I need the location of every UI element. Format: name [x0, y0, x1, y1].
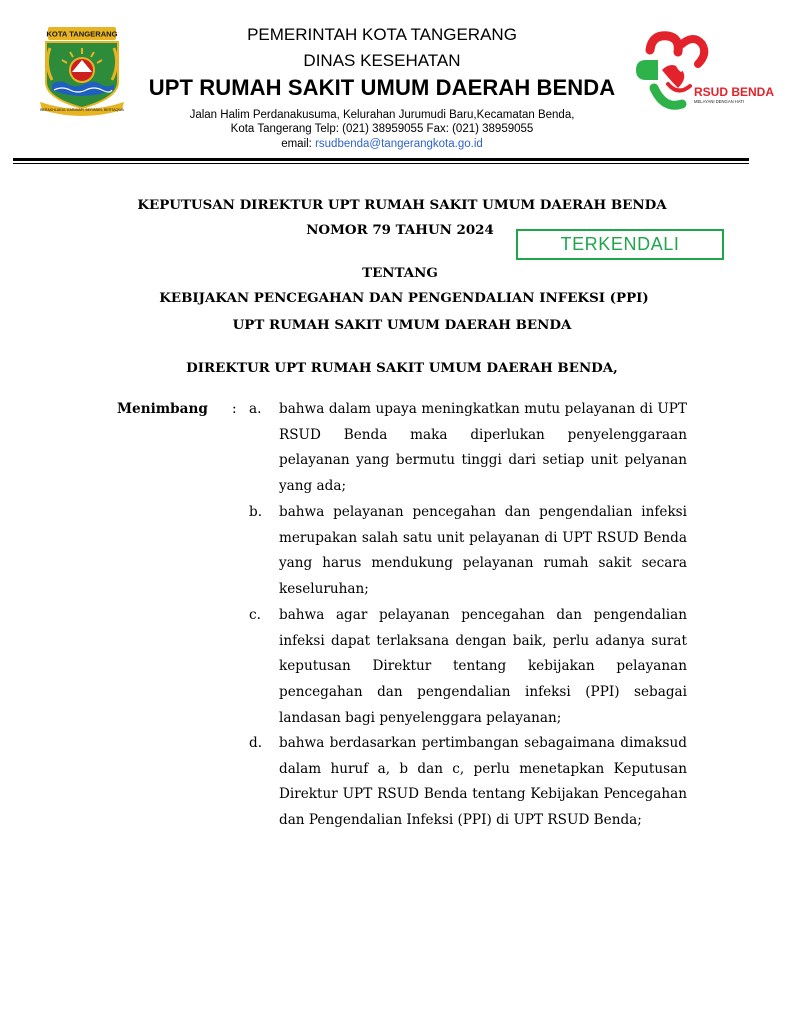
consideration-letter: b.	[249, 504, 263, 520]
director-heading: DIREKTUR UPT RUMAH SAKIT UMUM DAERAH BENDA,	[186, 360, 618, 376]
consideration-text: bahwa berdasarkan pertimbangan sebagaimana dimaksud dalam huruf a, b dan c, perlu menetapkan Keputusan Direktur UPT RSUD Benda tentang Kebijakan Pencegahan dan Pengendalian Infeksi (PPI) di UPT RSUD Benda;	[279, 735, 687, 829]
consideration-letter: a.	[249, 401, 262, 417]
decree-about: TENTANG	[362, 265, 438, 281]
letterhead-divider-thin	[13, 163, 749, 164]
emblem-ribbon-text: BERAKHLAKUL KARIMAH, BERIMAN, BERTAQWA	[40, 108, 124, 112]
letterhead-divider-thick	[13, 158, 749, 161]
decree-number: NOMOR 79 TAHUN 2024	[306, 222, 494, 238]
decree-subject-line-2: UPT RUMAH SAKIT UMUM DAERAH BENDA	[232, 317, 572, 333]
controlled-stamp: TERKENDALI	[516, 229, 724, 260]
decree-subject-line-1: KEBIJAKAN PENCEGAHAN DAN PENGENDALIAN INFEKSI (PPI)	[159, 290, 649, 306]
email-link[interactable]: rsudbenda@tangerangkota.go.id	[315, 138, 483, 150]
rsud-logo-name: RSUD BENDA	[694, 85, 775, 99]
government-name: PEMERINTAH KOTA TANGERANG	[247, 25, 517, 44]
emblem-banner-text: KOTA TANGERANG	[46, 29, 118, 39]
rsud-logo-tagline: MELAYANI DENGAN HATI	[694, 99, 745, 104]
rsud-benda-logo-icon	[632, 30, 775, 112]
email-line	[0, 138, 764, 150]
menimbang-colon: :	[232, 401, 237, 417]
consideration-letter: c.	[249, 607, 261, 623]
decree-title: KEPUTUSAN DIREKTUR UPT RUMAH SAKIT UMUM DAERAH BENDA	[137, 197, 667, 213]
institution-name: UPT RUMAH SAKIT UMUM DAERAH BENDA	[148, 75, 616, 100]
consideration-letter: d.	[249, 735, 263, 751]
consideration-text: bahwa pelayanan pencegahan dan pengendalian infeksi merupakan salah satu unit pelayanan di UPT RSUD Benda yang harus mendukung pelayanan rumah sakit secara keseluruhan;	[279, 504, 687, 598]
consideration-text: bahwa agar pelayanan pencegahan dan pengendalian infeksi dapat terlaksana dengan baik, perlu adanya surat keputusan Direktur tentang kebijakan pelayanan pencegahan dan pengendalian infeksi (PPI) sebagai landasan bagi penyelenggara pelayanan;	[279, 607, 687, 726]
email-label: email:	[281, 138, 316, 150]
consideration-text: bahwa dalam upaya meningkatkan mutu pelayanan di UPT RSUD Benda maka diperlukan penyelenggaraan pelayanan yang bermutu tinggi dari setiap unit pelyanan yang ada;	[279, 401, 687, 495]
menimbang-label: Menimbang	[117, 401, 208, 417]
address-line-1: Jalan Halim Perdanakusuma, Kelurahan Jurumudi Baru,Kecamatan Benda,	[189, 109, 575, 121]
department-name: DINAS KESEHATAN	[303, 51, 461, 70]
address-line-2: Kota Tangerang Telp: (021) 38959055 Fax: (021) 38959055	[230, 123, 534, 135]
